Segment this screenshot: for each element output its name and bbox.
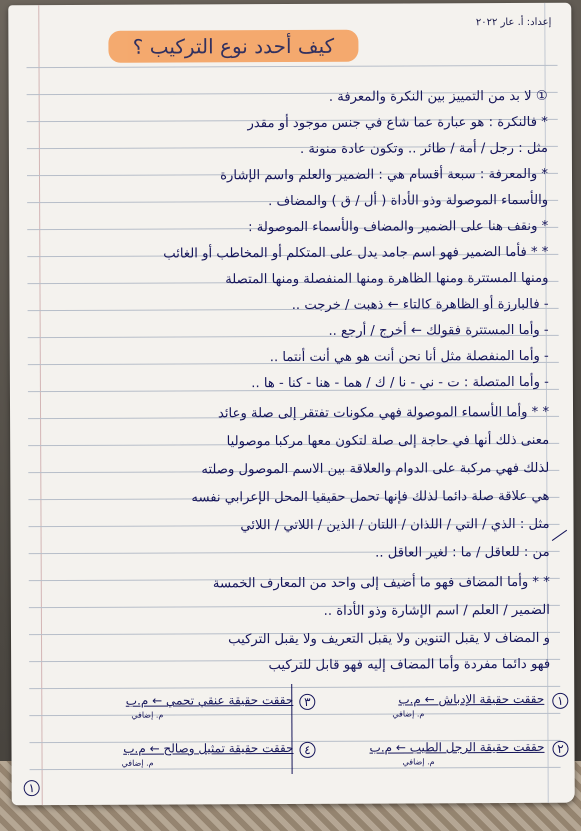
text-line: * * وأما الأسماء الموصولة فهي مكونات تفتقر إلى صلة وعائد [217, 404, 550, 422]
example-1-right-text: حققت حقيقة الإدباش ← م.ب [398, 691, 545, 707]
text-line: لذلك فهي مركبة على الدوام والعلاقة بين الاسم الموصول وصلته [201, 460, 550, 478]
text-line: * * وأما المضاف فهو ما أضيف إلى واحد من المعارف الخمسة [212, 574, 550, 592]
arrow-mark [552, 530, 568, 542]
text-line: معنى ذلك أنها في حاجة إلى صلة لتكون معها مركبا موصوليا [226, 432, 550, 450]
text-line: هي علاقة صلة دائما لذلك فإنها تحمل حقيقيا المحل الإعرابي نفسه [191, 488, 550, 506]
example-2-right-text: حققت حقيقة الرجل الطيب ← م.ب [369, 739, 545, 755]
example-2-left-text: حققت حقيقة تمثيل وصالح ← م.ب [123, 740, 294, 756]
text-line: ومنها المستترة ومنها الظاهرة ومنها المنفصلة ومنها المتصلة [225, 270, 549, 288]
example-1-right-label: م. إضافي [392, 709, 425, 719]
ruled-line [29, 713, 560, 716]
example-number-4: ٤ [299, 742, 315, 758]
example-2-right-label: م. إضافي [402, 757, 435, 767]
example-number-3: ٣ [299, 694, 315, 710]
text-line: - وأما المتصلة : ت - ني - نا / ك / هما - هنا - كنا - ها .. [251, 374, 549, 392]
text-line: مثل : رجل / أمة / طائر .. وتكون عادة منونة . [299, 140, 548, 157]
example-2-left [31, 740, 293, 757]
notebook-page [8, 3, 574, 805]
example-1-left-text: حققت حقيقة عنقي تحمي ← م.ب [125, 692, 294, 708]
example-number-1: ١ [552, 693, 568, 709]
text-line: فهو دائما مفردة وأما المضاف إليه فهو قابل للتركيب [268, 656, 551, 674]
text-line: * فالنكرة : هو عبارة عما شاع في جنس موجود أو مقدر [247, 114, 548, 132]
ruled-line [29, 686, 560, 689]
example-2-left-label: م. إضافي [121, 758, 154, 768]
example-2-right [296, 739, 544, 756]
text-line: الضمير / العلم / اسم الإشارة وذو الأداة .. [323, 602, 550, 619]
text-line: * والمعرفة : سبعة أقسام هي : الضمير والعلم واسم الإشارة [220, 166, 549, 184]
text-line: و المضاف لا يقبل التنوين ولا يقبل التعريف ولا يقبل التركيب [228, 630, 551, 648]
text-line: مثل : الذي / التي / اللذان / اللتان / الذين / اللاتي / اللائي [240, 516, 550, 534]
date-note: إعداد: أ. عار ٢٠٢٢ [475, 16, 552, 29]
text-line: - وأما المنفصلة مثل أنا نحن أنت هو هي أنت أنتما .. [269, 348, 549, 366]
ruled-line [27, 65, 558, 68]
text-line: والأسماء الموصولة وذو الأداة ( أل / ق ) والمضاف . [268, 192, 549, 210]
page-number: ١ [24, 780, 40, 796]
example-number-2: ٢ [552, 741, 568, 757]
example-1-left [31, 692, 293, 709]
example-1-left-label: م. إضافي [131, 710, 164, 720]
page-title: كيف أحدد نوع التركيب ؟ [108, 30, 358, 63]
ruled-line [30, 767, 561, 770]
example-1-right [296, 691, 544, 708]
text-line: * * فأما الضمير فهو اسم جامد يدل على المتكلم أو المخاطب أو الغائب [163, 244, 549, 262]
text-line: * ونقف هنا على الضمير والمضاف والأسماء الموصولة : [248, 218, 549, 236]
text-line: من : للعاقل / ما : لغير العاقل .. [375, 544, 550, 561]
text-line: ① لا بد من التمييز بين النكرة والمعرفة . [328, 88, 548, 105]
text-line: - وأما المستترة فقولك ← أخرج / أرجع .. [328, 322, 549, 339]
text-line: - فالبارزة أو الظاهرة كالتاء ← ذهبت / خرجت .. [291, 296, 549, 313]
